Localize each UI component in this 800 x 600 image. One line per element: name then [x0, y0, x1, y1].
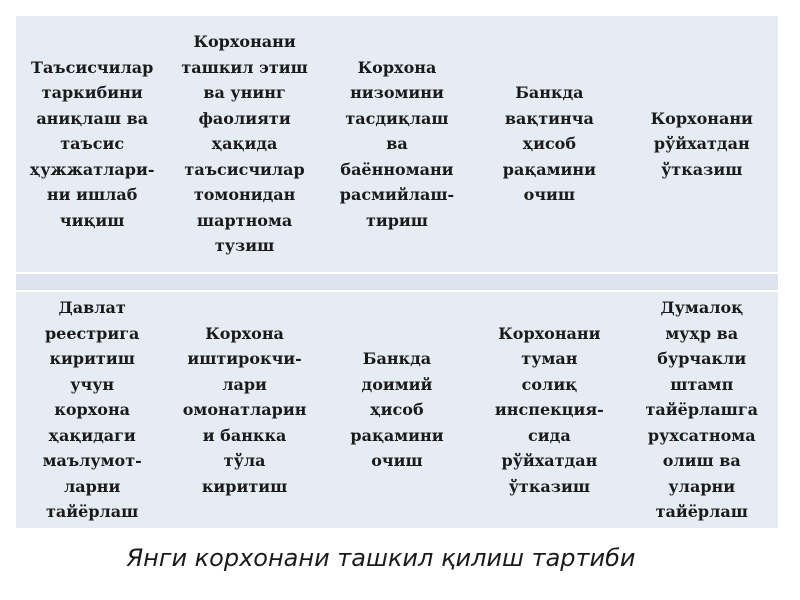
step-text: Давлат реестрига киритиш учун корхона ҳақидаги маълумот- ларни тайёрлаш [42, 298, 142, 522]
step-text: Корхонани рўйхатдан ўтказиш [650, 108, 753, 179]
step-cell [321, 292, 473, 528]
step-text: Корхонани ташкил этиш ва унинг фаолияти ҳақида таъсисчилар томонидан шартнома тузиш [181, 32, 308, 256]
step-text: Банкда доимий ҳисоб рақамини очиш [350, 349, 444, 471]
step-cell [16, 16, 168, 272]
step-text: Корхона низомини тасдиқлаш ва баённомани расмийлаш- тириш [339, 57, 455, 230]
step-text: Корхонани туман солиқ инспекция- сида рўйхатдан ўтказиш [494, 323, 604, 496]
step-cell [168, 292, 320, 528]
step-text: Корхона иштирокчи- лари омонатларин и банкка тўла киритиш [182, 323, 307, 496]
step-cell [321, 16, 473, 272]
caption: Янги корхонани ташкил қилиш тартиби [126, 544, 636, 572]
steps-panel [16, 16, 778, 528]
step-cell [16, 292, 168, 528]
step-cell [626, 292, 778, 528]
top-row [16, 16, 778, 272]
step-text: Таъсисчилар таркибини аниқлаш ва таъсис ҳужжатлари- ни ишлаб чиқиш [29, 57, 155, 230]
step-cell [473, 292, 625, 528]
step-cell [473, 16, 625, 272]
step-cell [168, 16, 320, 272]
row-separator [16, 272, 778, 292]
step-text: Банкда вақтинча ҳисоб рақамини очиш [502, 83, 596, 205]
bottom-row [16, 292, 778, 528]
step-text: Думалоқ муҳр ва бурчакли штамп тайёрлашга рухсатнома олиш ва уларни тайёрлаш [645, 298, 759, 522]
step-cell [626, 16, 778, 272]
